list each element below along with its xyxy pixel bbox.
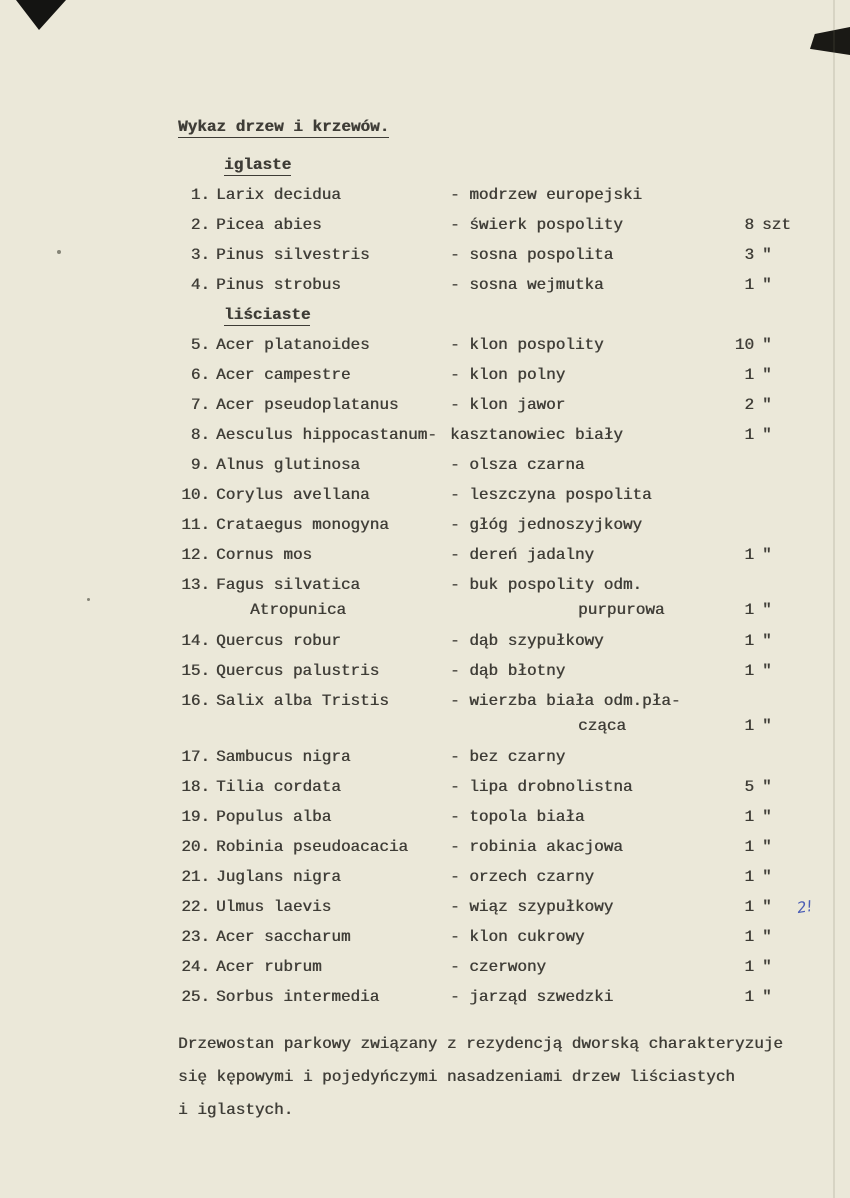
handwritten-note: 2! (795, 896, 814, 918)
list-item (178, 480, 782, 510)
cell-num: 21. (181, 868, 210, 886)
cell-unit: " (762, 838, 772, 856)
cell-latin: Cornus mos (216, 546, 313, 564)
scan-artifact-top-right (810, 27, 850, 55)
cell-latin: Juglans nigra (216, 868, 341, 886)
closing-paragraph-line: Drzewostan parkowy związany z rezydencją dworską charakteryzuje (178, 1035, 783, 1053)
cell-num: 10. (181, 486, 210, 504)
page-title (178, 112, 826, 142)
list-item (178, 862, 782, 892)
list-item (178, 420, 782, 450)
scan-speck (87, 598, 90, 601)
cell-unit (754, 480, 782, 510)
cell-unit: " (762, 246, 772, 264)
cell-qty (714, 180, 754, 210)
closing-paragraph-line: i iglastych. (178, 1101, 294, 1119)
cell-unit: " (762, 632, 772, 650)
cell-latin: Corylus avellana (216, 486, 370, 504)
scan-speck (57, 250, 61, 254)
section-heading (178, 150, 782, 180)
cell-unit: " (762, 366, 772, 384)
cell-num: 12. (181, 546, 210, 564)
cell-qty: 1 (744, 366, 754, 384)
cell-polish: - topola biała (450, 808, 585, 826)
cell-polish: kasztanowiec biały (450, 426, 623, 444)
cell-qty: 1 (744, 808, 754, 826)
cell-num: 3. (190, 246, 210, 264)
cell-unit (754, 510, 782, 540)
cell-unit: " (762, 808, 772, 826)
cell-latin: Acer saccharum (216, 928, 351, 946)
list-item (178, 922, 782, 952)
cell-unit: " (762, 988, 772, 1006)
cell-unit: szt (762, 216, 791, 234)
list-item (178, 570, 782, 600)
cell-num: 24. (181, 958, 210, 976)
cell-qty: 1 (744, 632, 754, 650)
cell-latin: Crataegus monogyna (216, 516, 389, 534)
cell-polish: - dereń jadalny (450, 546, 595, 564)
cell-num: 15. (181, 662, 210, 680)
cell-polish: - głóg jednoszyjkowy (450, 516, 643, 534)
cell-latin: Atropunica (250, 601, 347, 619)
cell-unit (754, 180, 782, 210)
cell-num: 19. (181, 808, 210, 826)
cell-unit: " (762, 546, 772, 564)
list-item (178, 180, 782, 210)
list-item (178, 240, 782, 270)
cell-num: 2. (190, 216, 210, 234)
list-item (178, 360, 782, 390)
cell-qty: 1 (744, 717, 754, 735)
cell-unit: " (762, 717, 772, 735)
cell-polish: - orzech czarny (450, 868, 595, 886)
cell-num: 9. (190, 456, 210, 474)
cell-num (178, 716, 216, 742)
cell-polish: - bez czarny (450, 748, 566, 766)
cell-qty (714, 742, 754, 772)
cell-unit: " (762, 426, 772, 444)
cell-latin: Fagus silvatica (216, 576, 361, 594)
cell-num: 6. (190, 366, 210, 384)
cell-polish: - modrzew europejski (450, 186, 643, 204)
cell-num: 18. (181, 778, 210, 796)
cell-polish: - jarząd szwedzki (450, 988, 614, 1006)
cell-polish: - czerwony (450, 958, 547, 976)
cell-latin: Robinia pseudoacacia (216, 838, 409, 856)
cell-unit: " (762, 928, 772, 946)
cell-qty: 5 (744, 778, 754, 796)
cell-unit: " (762, 601, 772, 619)
page-title-text: Wykaz drzew i krzewów. (178, 118, 390, 136)
cell-qty: 2 (744, 396, 754, 414)
cell-latin: Aesculus hippocastanum- (216, 426, 437, 444)
cell-latin: Salix alba Tristis (216, 692, 389, 710)
typed-content (178, 112, 826, 1127)
cell-latin: Quercus palustris (216, 662, 380, 680)
cell-latin: Tilia cordata (216, 778, 341, 796)
cell-polish: - lipa drobnolistna (450, 778, 633, 796)
cell-polish: - buk pospolity odm. (450, 576, 643, 594)
section-heading-text: liściaste (224, 306, 311, 324)
cell-latin: Acer platanoides (216, 336, 370, 354)
cell-num: 7. (190, 396, 210, 414)
list-item-continuation (178, 716, 782, 742)
cell-unit: " (762, 396, 772, 414)
cell-polish: - świerk pospolity (450, 216, 623, 234)
list-item (178, 952, 782, 982)
cell-qty (714, 686, 754, 716)
cell-num: 8. (190, 426, 210, 444)
cell-qty: 1 (744, 662, 754, 680)
cell-unit: " (762, 868, 772, 886)
list-item (178, 210, 791, 240)
cell-qty: 1 (744, 838, 754, 856)
cell-unit (754, 742, 782, 772)
closing-paragraph-line: się kępowymi i pojedyńczymi nasadzeniami drzew liściastych (178, 1068, 735, 1086)
cell-polish: - dąb szypułkowy (450, 632, 604, 650)
cell-num: 25. (181, 988, 210, 1006)
cell-unit (754, 570, 782, 600)
cell-polish: - leszczyna pospolita (450, 486, 652, 504)
cell-qty: 1 (744, 868, 754, 886)
list-item (178, 656, 782, 686)
cell-unit: " (762, 276, 772, 294)
cell-qty: 8 (744, 216, 754, 234)
cell-latin (216, 716, 450, 742)
list-item (178, 330, 782, 360)
list-item (178, 802, 782, 832)
cell-num: 20. (181, 838, 210, 856)
cell-polish: - klon pospolity (450, 336, 604, 354)
list-item (178, 626, 782, 656)
cell-unit: " (762, 662, 772, 680)
cell-latin: Larix decidua (216, 186, 341, 204)
cell-qty: 1 (744, 276, 754, 294)
cell-num: 14. (181, 632, 210, 650)
cell-polish: - sosna pospolita (450, 246, 614, 264)
list-item (178, 270, 782, 300)
cell-qty: 1 (744, 958, 754, 976)
list-item (178, 772, 782, 802)
cell-num: 11. (181, 516, 210, 534)
cell-polish: - klon polny (450, 366, 566, 384)
cell-qty (714, 570, 754, 600)
cell-latin: Sorbus intermedia (216, 988, 380, 1006)
cell-unit: " (762, 958, 772, 976)
cell-unit: " (762, 336, 772, 354)
cell-latin: Sambucus nigra (216, 748, 351, 766)
cell-num: 5. (190, 336, 210, 354)
cell-qty: 10 (734, 336, 754, 354)
cell-qty: 1 (744, 988, 754, 1006)
cell-qty: 1 (744, 928, 754, 946)
list-item (178, 686, 782, 716)
cell-latin: Pinus silvestris (216, 246, 370, 264)
cell-qty: 1 (744, 601, 754, 619)
cell-polish: cząca (578, 717, 627, 735)
cell-polish: - sosna wejmutka (450, 276, 604, 294)
cell-polish: - klon jawor (450, 396, 566, 414)
list-item (178, 510, 782, 540)
section-heading (178, 300, 782, 330)
cell-latin: Acer pseudoplatanus (216, 396, 399, 414)
cell-num: 22. (181, 898, 210, 916)
paper-fold-line (833, 0, 835, 1198)
cell-qty: 1 (744, 898, 754, 916)
cell-polish: - klon cukrowy (450, 928, 585, 946)
cell-latin: Ulmus laevis (216, 898, 332, 916)
tree-list (178, 150, 791, 1012)
cell-unit: " (762, 778, 772, 796)
cell-unit: " (762, 898, 772, 916)
cell-latin: Alnus glutinosa (216, 456, 361, 474)
cell-latin: Acer campestre (216, 366, 351, 384)
cell-num: 4. (190, 276, 210, 294)
scan-artifact-top-left (16, 0, 66, 30)
cell-polish: - dąb błotny (450, 662, 566, 680)
cell-polish: - wiąz szypułkowy (450, 898, 614, 916)
cell-qty: 3 (744, 246, 754, 264)
cell-num: 16. (181, 692, 210, 710)
list-item (178, 982, 782, 1012)
section-heading-text: iglaste (224, 156, 292, 174)
cell-polish: - wierzba biała odm.pła- (450, 692, 681, 710)
list-item (178, 540, 782, 570)
list-item (178, 450, 782, 480)
list-item (178, 832, 782, 862)
cell-qty (714, 510, 754, 540)
list-item (178, 892, 782, 922)
list-item (178, 390, 782, 420)
cell-qty (714, 480, 754, 510)
cell-latin: Picea abies (216, 216, 322, 234)
cell-latin: Quercus robur (216, 632, 341, 650)
cell-latin: Acer rubrum (216, 958, 322, 976)
cell-num (178, 600, 216, 626)
cell-num: 1. (190, 186, 210, 204)
list-item-continuation (178, 600, 782, 626)
cell-latin: Populus alba (216, 808, 332, 826)
cell-num: 13. (181, 576, 210, 594)
cell-qty (714, 450, 754, 480)
list-item (178, 742, 782, 772)
closing-paragraph (178, 1028, 826, 1127)
cell-qty: 1 (744, 546, 754, 564)
cell-polish: - olsza czarna (450, 456, 585, 474)
cell-unit (754, 686, 782, 716)
cell-num: 23. (181, 928, 210, 946)
cell-latin: Pinus strobus (216, 276, 341, 294)
cell-num: 17. (181, 748, 210, 766)
cell-polish: purpurowa (578, 601, 665, 619)
cell-unit (754, 450, 782, 480)
cell-qty: 1 (744, 426, 754, 444)
cell-polish: - robinia akacjowa (450, 838, 623, 856)
